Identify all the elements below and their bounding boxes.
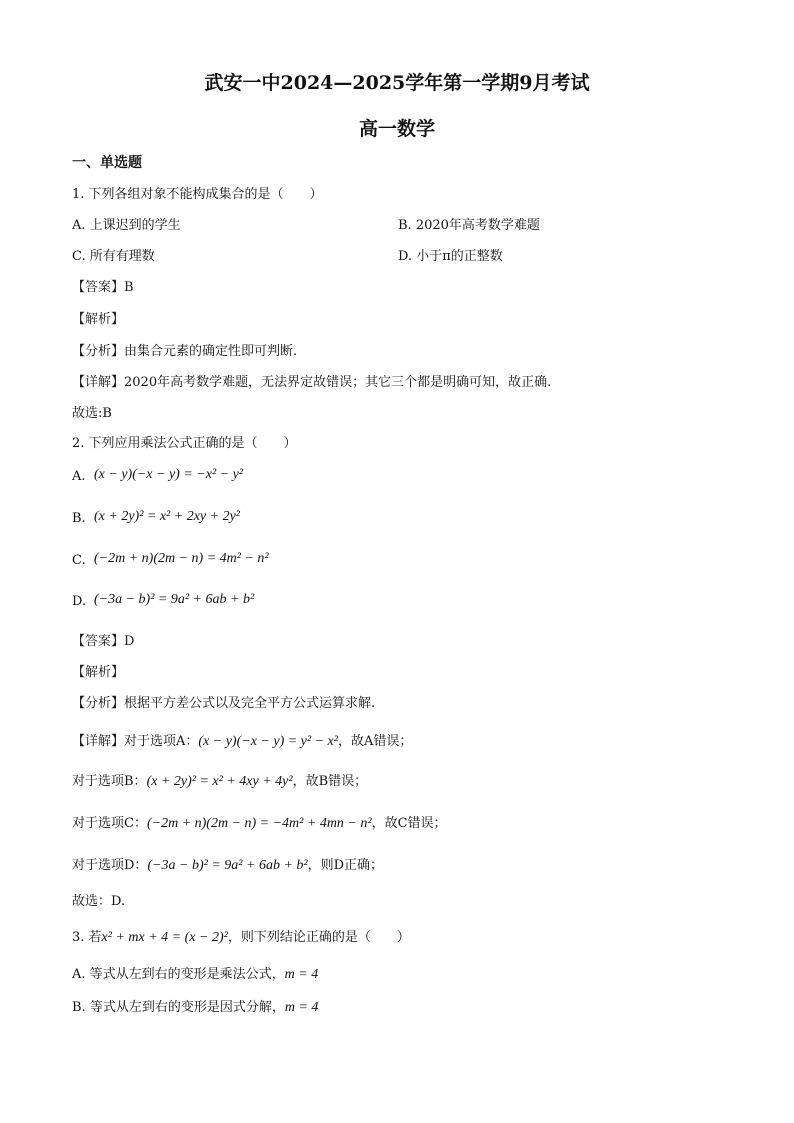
q1-analysis-label: 【解析】 — [72, 312, 125, 327]
q3-option-a-formula: m = 4 — [284, 967, 319, 982]
q2-detail-b-formula: (x + 2y)² = x² + 4xy + 4y² — [146, 774, 293, 789]
q2-fenxi: 【分析】根据平方差公式以及完全平方公式运算求解. — [72, 696, 376, 711]
q2-answer: 【答案】D — [72, 634, 135, 649]
q2-detail-b — [72, 770, 367, 790]
q3-option-b-text: B. 等式从左到右的变形是因式分解， — [72, 1000, 285, 1015]
q2-option-c-formula: (−2m + n)(2m − n) = 4m² − n² — [94, 551, 269, 566]
q2-detail-d-prefix: 对于选项D： — [72, 858, 148, 873]
q2-detail-c-prefix: 对于选项C： — [72, 816, 147, 831]
q2-option-b-formula: (x + 2y)² = x² + 2xy + 2y² — [94, 509, 240, 524]
q2-option-c-label: C. — [72, 553, 86, 568]
q3-option-b-formula: m = 4 — [284, 1000, 319, 1015]
section-heading: 一、单选题 — [72, 155, 142, 171]
q2-detail-b-prefix: 对于选项B： — [72, 774, 147, 789]
q2-detail-a — [72, 730, 412, 750]
q2-detail-c-formula: (−2m + n)(2m − n) = −4m² + 4mn − n² — [146, 816, 372, 831]
q2-detail-d-formula: (−3a − b)² = 9a² + 6ab + b² — [147, 858, 308, 873]
q1-final: 故选:B — [72, 406, 112, 421]
q1-fenxi: 【分析】由集合元素的确定性即可判断. — [72, 344, 298, 359]
q1-option-b: B. 2020年高考数学难题 — [398, 218, 540, 233]
q2-detail-b-suffix: ，故B错误； — [292, 774, 368, 789]
q2-analysis-label: 【解析】 — [72, 665, 125, 680]
q2-detail-c-suffix: ，故C错误； — [371, 816, 447, 831]
q3-stem-formula: x² + mx + 4 = (x − 2)² — [101, 930, 228, 945]
q3-stem — [72, 926, 410, 946]
exam-subtitle: 高一数学 — [358, 118, 435, 140]
q2-detail-a-suffix: ，故A错误； — [337, 734, 413, 749]
q2-detail-c — [72, 812, 447, 832]
q3-stem-suffix: ，则下列结论正确的是（ ） — [227, 930, 410, 945]
q1-option-c: C. 所有有理数 — [72, 249, 155, 264]
q3-option-a-text: A. 等式从左到右的变形是乘法公式， — [72, 967, 285, 982]
q3-option-b — [72, 996, 318, 1016]
q3-option-a — [72, 963, 318, 983]
q1-stem: 1. 下列各组对象不能构成集合的是（ ） — [72, 187, 323, 202]
q1-xiangjie: 【详解】2020年高考数学难题，无法界定故错误；其它三个都是明确可知，故正确. — [72, 375, 552, 390]
q1-answer: 【答案】B — [72, 280, 134, 295]
q2-detail-a-formula: (x − y)(−x − y) = y² − x² — [198, 734, 338, 749]
q2-option-a-label: A. — [72, 469, 86, 484]
q1-option-a: A. 上课迟到的学生 — [72, 218, 181, 233]
q2-option-b-label: B. — [72, 511, 86, 526]
q2-detail-d-suffix: ，则D正确； — [307, 858, 384, 873]
q1-option-d: D. 小于π的正整数 — [398, 249, 503, 264]
q2-option-a-formula: (x − y)(−x − y) = −x² − y² — [94, 467, 244, 482]
q2-option-d-label: D. — [72, 594, 87, 609]
q2-detail-d — [72, 854, 383, 874]
exam-title: 武安一中2024—2025学年第一学期9月考试 — [204, 72, 590, 94]
q2-final: 故选：D. — [72, 894, 126, 909]
q2-option-d-formula: (−3a − b)² = 9a² + 6ab + b² — [94, 592, 255, 607]
q2-stem: 2. 下列应用乘法公式正确的是（ ） — [72, 436, 297, 451]
q3-stem-prefix: 3. 若 — [72, 930, 102, 945]
q2-detail-a-prefix: 【详解】对于选项A： — [72, 734, 199, 749]
